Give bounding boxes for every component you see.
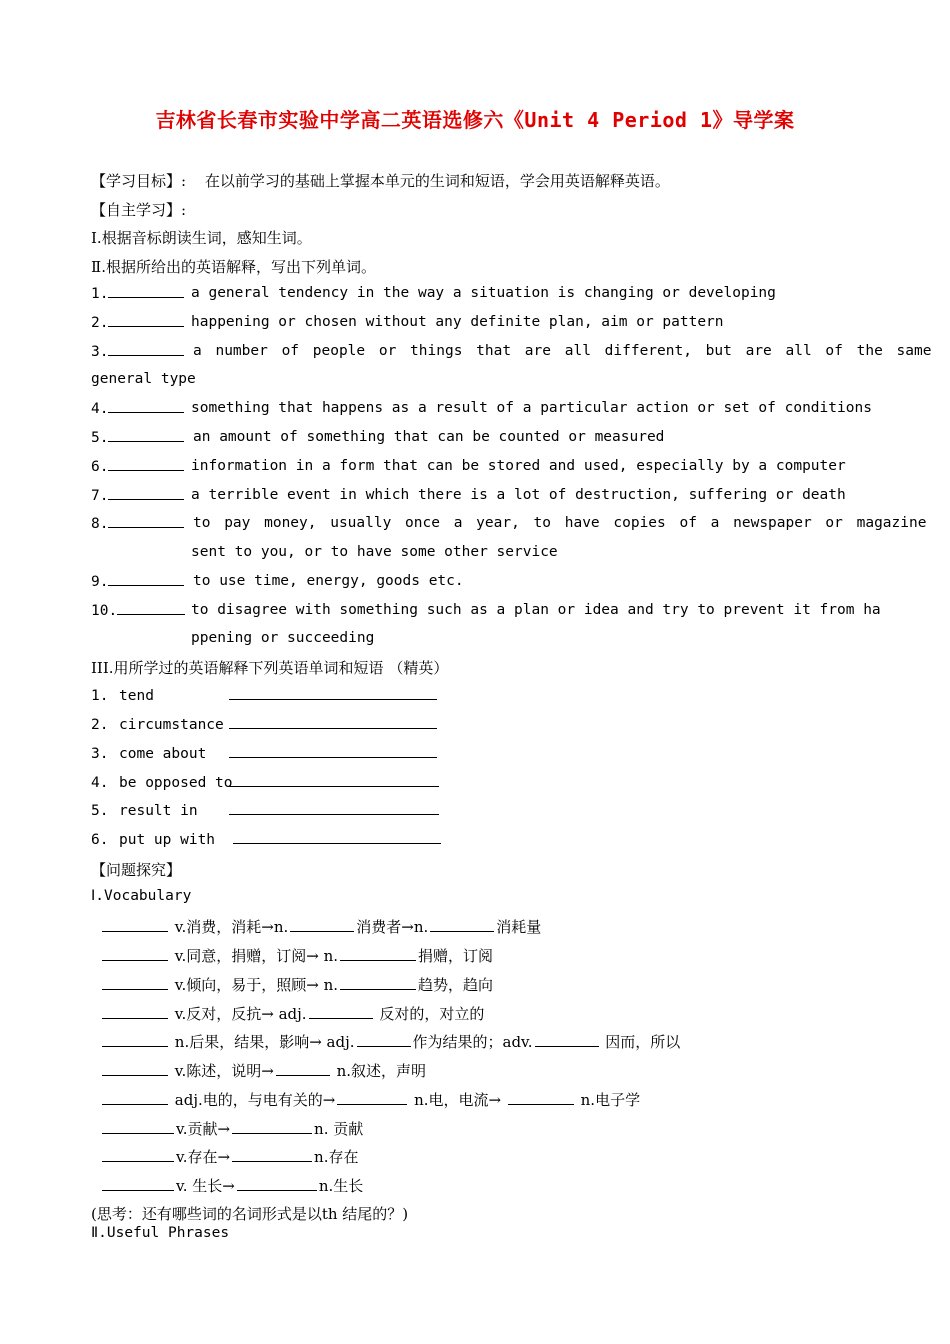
answer-blank[interactable] bbox=[108, 343, 184, 356]
answer-blank[interactable] bbox=[108, 429, 184, 442]
think-note: (思考：还有哪些词的名词形式是以th 结尾的？) bbox=[91, 1205, 409, 1223]
definition-item: 5. bbox=[91, 429, 184, 446]
answer-blank[interactable] bbox=[229, 745, 437, 758]
definition-item: 8. bbox=[91, 515, 184, 532]
answer-blank[interactable] bbox=[102, 1121, 174, 1134]
answer-blank[interactable] bbox=[108, 573, 184, 586]
learning-objective bbox=[91, 170, 670, 191]
phrase-item: 4. be opposed to bbox=[91, 774, 439, 791]
phrase-item: 3. come about bbox=[91, 745, 437, 762]
answer-blank[interactable] bbox=[232, 1149, 312, 1162]
answer-blank[interactable] bbox=[535, 1034, 599, 1047]
vocabulary-heading: Ⅰ.Vocabulary bbox=[91, 888, 192, 904]
phrase-item: 1. tend bbox=[91, 687, 437, 704]
vocab-row: v.同意，捐赠，订阅→ n. 捐赠，订阅 bbox=[100, 945, 493, 966]
answer-blank[interactable] bbox=[309, 1006, 373, 1019]
answer-blank[interactable] bbox=[340, 977, 416, 990]
vocab-row: n.后果，结果，影响→ adj. 作为结果的；adv. 因而，所以 bbox=[100, 1031, 680, 1052]
definition-continuation: sent to you, or to have some other service bbox=[191, 544, 558, 560]
objective-text: 在以前学习的基础上掌握本单元的生词和短语，学会用英语解释英语。 bbox=[204, 172, 670, 190]
vocab-row: v.反对，反抗→ adj. 反对的，对立的 bbox=[100, 1003, 484, 1024]
answer-blank[interactable] bbox=[102, 919, 168, 932]
phrase-item: 5. result in bbox=[91, 802, 439, 819]
answer-blank[interactable] bbox=[102, 1092, 168, 1105]
answer-blank[interactable] bbox=[229, 716, 437, 729]
part3-heading: III.用所学过的英语解释下列英语单词和短语 （精英） bbox=[91, 659, 449, 677]
vocab-row: v.倾向，易于，照顾→ n. 趋势，趋向 bbox=[100, 974, 493, 995]
definition-item: 2. bbox=[91, 314, 184, 331]
definition-text: an amount of something that can be counted or measured bbox=[193, 429, 665, 445]
answer-blank[interactable] bbox=[108, 285, 184, 298]
definition-text: to disagree with something such as a plan or idea and try to prevent it from ha bbox=[191, 602, 881, 618]
definition-text: a terrible event in which there is a lot of destruction, suffering or death bbox=[191, 487, 846, 503]
definition-text: happening or chosen without any definite plan, aim or pattern bbox=[191, 314, 724, 330]
page-title: 吉林省长春市实验中学高二英语选修六《Unit 4 Period 1》导学案 bbox=[155, 108, 795, 132]
answer-blank[interactable] bbox=[102, 1149, 174, 1162]
definition-text: information in a form that can be stored and used, especially by a computer bbox=[191, 458, 846, 474]
phrase-item: 6. put up with bbox=[91, 831, 441, 848]
answer-blank[interactable] bbox=[108, 400, 184, 413]
definition-item: 1. bbox=[91, 285, 184, 302]
answer-blank[interactable] bbox=[233, 831, 441, 844]
answer-blank[interactable] bbox=[229, 687, 437, 700]
answer-blank[interactable] bbox=[229, 774, 439, 787]
objective-label: 【学习目标】: bbox=[91, 172, 187, 190]
vocab-row: v. 生长→ n.生长 bbox=[100, 1175, 363, 1196]
definition-text: a number of people or things that are all different, but are all of the same bbox=[193, 343, 932, 359]
answer-blank[interactable] bbox=[340, 948, 416, 961]
definition-item: 7. bbox=[91, 487, 184, 504]
answer-blank[interactable] bbox=[102, 1034, 168, 1047]
answer-blank[interactable] bbox=[357, 1034, 411, 1047]
vocab-row: v.陈述，说明→ n.叙述，声明 bbox=[100, 1060, 426, 1081]
answer-blank[interactable] bbox=[108, 515, 184, 528]
answer-blank[interactable] bbox=[508, 1092, 574, 1105]
answer-blank[interactable] bbox=[117, 602, 185, 615]
definition-item: 9. bbox=[91, 573, 184, 590]
answer-blank[interactable] bbox=[108, 314, 184, 327]
definition-item: 6. bbox=[91, 458, 184, 475]
part2-heading: Ⅱ.根据所给出的英语解释，写出下列单词。 bbox=[91, 258, 376, 276]
answer-blank[interactable] bbox=[337, 1092, 407, 1105]
answer-blank[interactable] bbox=[102, 977, 168, 990]
definition-text: to pay money, usually once a year, to have copies of a newspaper or magazine bbox=[193, 515, 927, 531]
answer-blank[interactable] bbox=[102, 1178, 174, 1191]
answer-blank[interactable] bbox=[430, 919, 494, 932]
answer-blank[interactable] bbox=[290, 919, 354, 932]
answer-blank[interactable] bbox=[232, 1121, 312, 1134]
definition-continuation: ppening or succeeding bbox=[191, 630, 375, 646]
part1-heading: Ⅰ.根据音标朗读生词，感知生词。 bbox=[91, 229, 312, 247]
self-study-label: 【自主学习】: bbox=[91, 201, 187, 219]
definition-item: 4. bbox=[91, 400, 184, 417]
answer-blank[interactable] bbox=[229, 802, 439, 815]
vocab-row: v.存在→ n.存在 bbox=[100, 1146, 358, 1167]
answer-blank[interactable] bbox=[276, 1063, 330, 1076]
phrase-item: 2. circumstance bbox=[91, 716, 437, 733]
useful-phrases-heading: Ⅱ.Useful Phrases bbox=[91, 1225, 230, 1241]
explore-heading: 【问题探究】 bbox=[91, 861, 182, 879]
answer-blank[interactable] bbox=[102, 1063, 168, 1076]
definition-text: something that happens as a result of a particular action or set of conditions bbox=[191, 400, 872, 416]
vocab-row: v.消费，消耗→n. 消费者→n. 消耗量 bbox=[100, 916, 541, 937]
answer-blank[interactable] bbox=[102, 1006, 168, 1019]
definition-item: 3. bbox=[91, 343, 184, 360]
definition-text: a general tendency in the way a situation is changing or developing bbox=[191, 285, 776, 301]
answer-blank[interactable] bbox=[108, 458, 184, 471]
answer-blank[interactable] bbox=[108, 487, 184, 500]
definition-continuation: general type bbox=[91, 371, 196, 387]
definition-text: to use time, energy, goods etc. bbox=[193, 573, 464, 589]
vocab-row: adj.电的，与电有关的→ n.电，电流→ n.电子学 bbox=[100, 1089, 640, 1110]
answer-blank[interactable] bbox=[237, 1178, 317, 1191]
vocab-row: v.贡献→ n. 贡献 bbox=[100, 1118, 363, 1139]
definition-item: 10. bbox=[91, 602, 185, 619]
answer-blank[interactable] bbox=[102, 948, 168, 961]
